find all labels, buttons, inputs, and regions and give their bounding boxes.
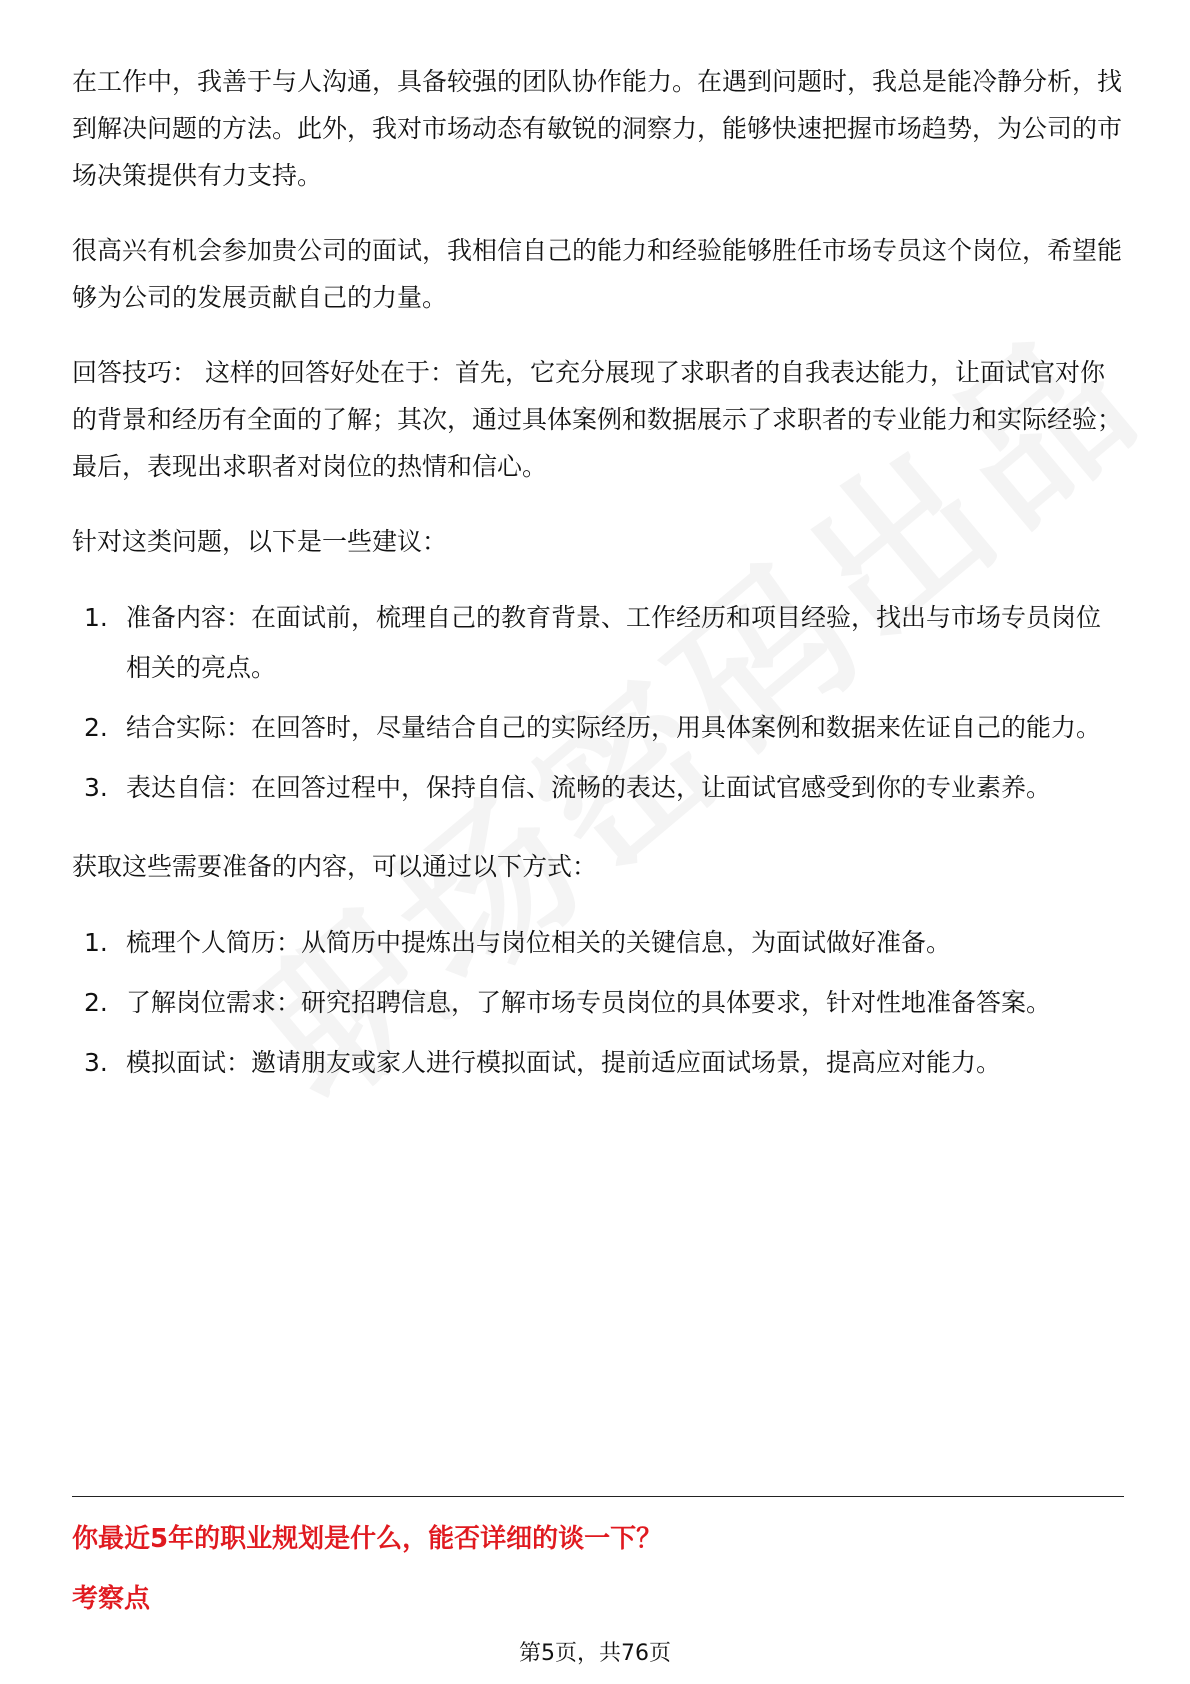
list-item: [72, 918, 1122, 968]
page-content: [72, 58, 1122, 1118]
section-label-focus: 考察点: [72, 1584, 151, 1614]
list-item-text: 结合实际：在回答时，尽量结合自己的实际经历，用具体案例和数据来佐证自己的能力。: [126, 713, 1102, 742]
paragraph-answer-tips: 回答技巧： 这样的回答好处在于：首先，它充分展现了求职者的自我表达能力，让面试官对你的背景和经历有全面的了解；其次，通过具体案例和数据展示了求职者的专业能力和实际经验；最后，表现出求职者对岗位的热情和信心。: [72, 358, 1123, 481]
page-footer: 第5页，共76页: [519, 1641, 671, 1666]
list-number: 1.: [84, 603, 108, 632]
paragraph-prep-intro: 获取这些需要准备的内容，可以通过以下方式：: [72, 852, 598, 881]
list-item: [72, 593, 1122, 693]
list-item-text: 梳理个人简历：从简历中提炼出与岗位相关的关键信息，为面试做好准备。: [126, 928, 952, 957]
prep-methods-list: [72, 918, 1122, 1088]
next-question-heading: 你最近5年的职业规划是什么，能否详细的谈一下？: [72, 1524, 663, 1554]
suggestions-list: [72, 593, 1122, 813]
list-number: 3.: [84, 1048, 108, 1077]
list-item-text: 准备内容：在面试前，梳理自己的教育背景、工作经历和项目经验，找出与市场专员岗位相关的亮点。: [126, 603, 1102, 682]
paragraph-work-skills: 在工作中，我善于与人沟通，具备较强的团队协作能力。在遇到问题时，我总是能冷静分析，找到解决问题的方法。此外，我对市场动态有敏锐的洞察力，能够快速把握市场趋势，为公司的市场决策提供有力支持。: [72, 67, 1123, 190]
paragraph-suggestions-intro: 针对这类问题，以下是一些建议：: [72, 527, 448, 556]
section-divider: [72, 1496, 1124, 1497]
list-item: [72, 978, 1122, 1028]
list-item-text: 模拟面试：邀请朋友或家人进行模拟面试，提前适应面试场景，提高应对能力。: [126, 1048, 1002, 1077]
list-number: 1.: [84, 928, 108, 957]
list-number: 3.: [84, 773, 108, 802]
list-item: [72, 1038, 1122, 1088]
list-item: [72, 703, 1122, 753]
list-item: [72, 763, 1122, 813]
list-number: 2.: [84, 988, 108, 1017]
list-item-text: 了解岗位需求：研究招聘信息，了解市场专员岗位的具体要求，针对性地准备答案。: [126, 988, 1052, 1017]
list-item-text: 表达自信：在回答过程中，保持自信、流畅的表达，让面试官感受到你的专业素养。: [126, 773, 1052, 802]
paragraph-closing: 很高兴有机会参加贵公司的面试，我相信自己的能力和经验能够胜任市场专员这个岗位，希望能够为公司的发展贡献自己的力量。: [72, 236, 1123, 312]
list-number: 2.: [84, 713, 108, 742]
